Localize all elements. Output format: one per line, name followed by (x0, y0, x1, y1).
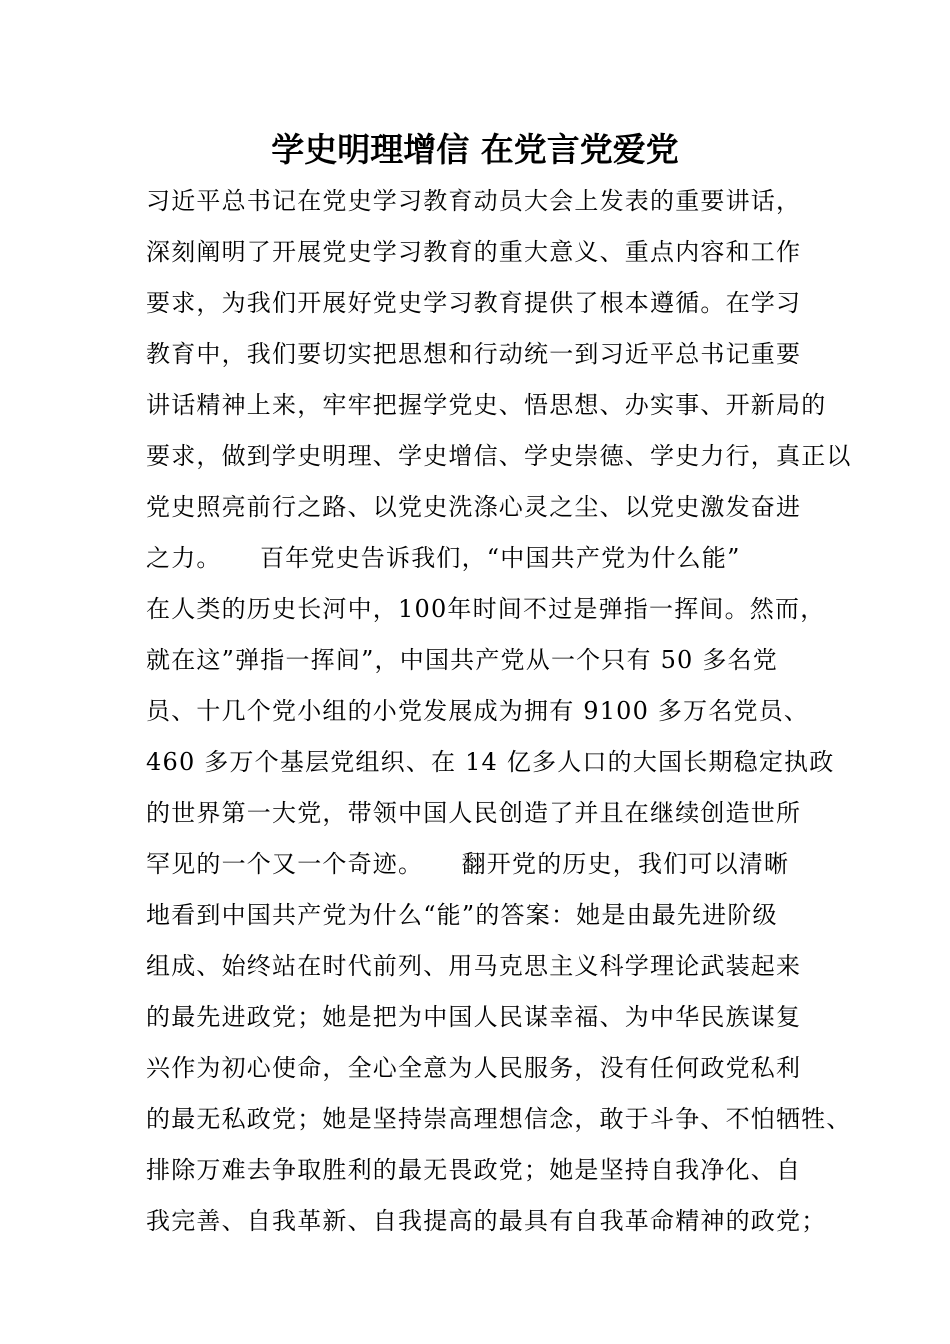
body-line: 习近平总书记在党史学习教育动员大会上发表的重要讲话， (146, 187, 802, 215)
body-line: 的最无私政党；她是坚持崇高理想信念，敢于斗争、不怕牺牲、 (146, 1105, 852, 1133)
document-body (146, 176, 852, 1247)
body-line: 组成、始终站在时代前列、用马克思主义科学理论武装起来 (146, 952, 802, 980)
body-line: 讲话精神上来，牢牢把握学党史、悟思想、办实事、开新局的 (146, 391, 827, 419)
body-line: 兴作为初心使命，全心全意为人民服务，没有任何政党私利 (146, 1054, 802, 1082)
body-line: 就在这”弹指一挥间”，中国共产党从一个只有 50 多名党 (146, 646, 778, 674)
body-line: 之力。 百年党史告诉我们，“中国共产党为什么能” (146, 544, 741, 572)
body-line: 党史照亮前行之路、以党史洗涤心灵之尘、以党史激发奋进 (146, 493, 802, 521)
body-line: 教育中，我们要切实把思想和行动统一到习近平总书记重要 (146, 340, 802, 368)
body-line: 的世界第一大党，带领中国人民创造了并且在继续创造世所 (146, 799, 802, 827)
body-line: 地看到中国共产党为什么“能”的答案：她是由最先进阶级 (146, 901, 778, 929)
body-line: 要求，做到学史明理、学史增信、学史崇德、学史力行，真正以 (146, 442, 852, 470)
document-title: 学史明理增信 在党言党爱党 (271, 130, 679, 169)
body-line: 的最先进政党；她是把为中国人民谋幸福、为中华民族谋复 (146, 1003, 802, 1031)
body-line: 排除万难去争取胜利的最无畏政党；她是坚持自我净化、自 (146, 1156, 802, 1184)
body-line: 在人类的历史长河中，100年时间不过是弹指一挥间。然而， (146, 595, 826, 623)
body-line: 要求，为我们开展好党史学习教育提供了根本遵循。在学习 (146, 289, 802, 317)
body-line: 460 多万个基层党组织、在 14 亿多人口的大国长期稳定执政 (146, 748, 835, 776)
body-line: 员、十几个党小组的小党发展成为拥有 9100 多万名党员、 (146, 697, 810, 725)
body-line: 罕见的一个又一个奇迹。 翻开党的历史，我们可以清晰 (146, 850, 790, 878)
body-line: 我完善、自我革新、自我提高的最具有自我革命精神的政党； (146, 1207, 827, 1235)
body-line: 深刻阐明了开展党史学习教育的重大意义、重点内容和工作 (146, 238, 802, 266)
